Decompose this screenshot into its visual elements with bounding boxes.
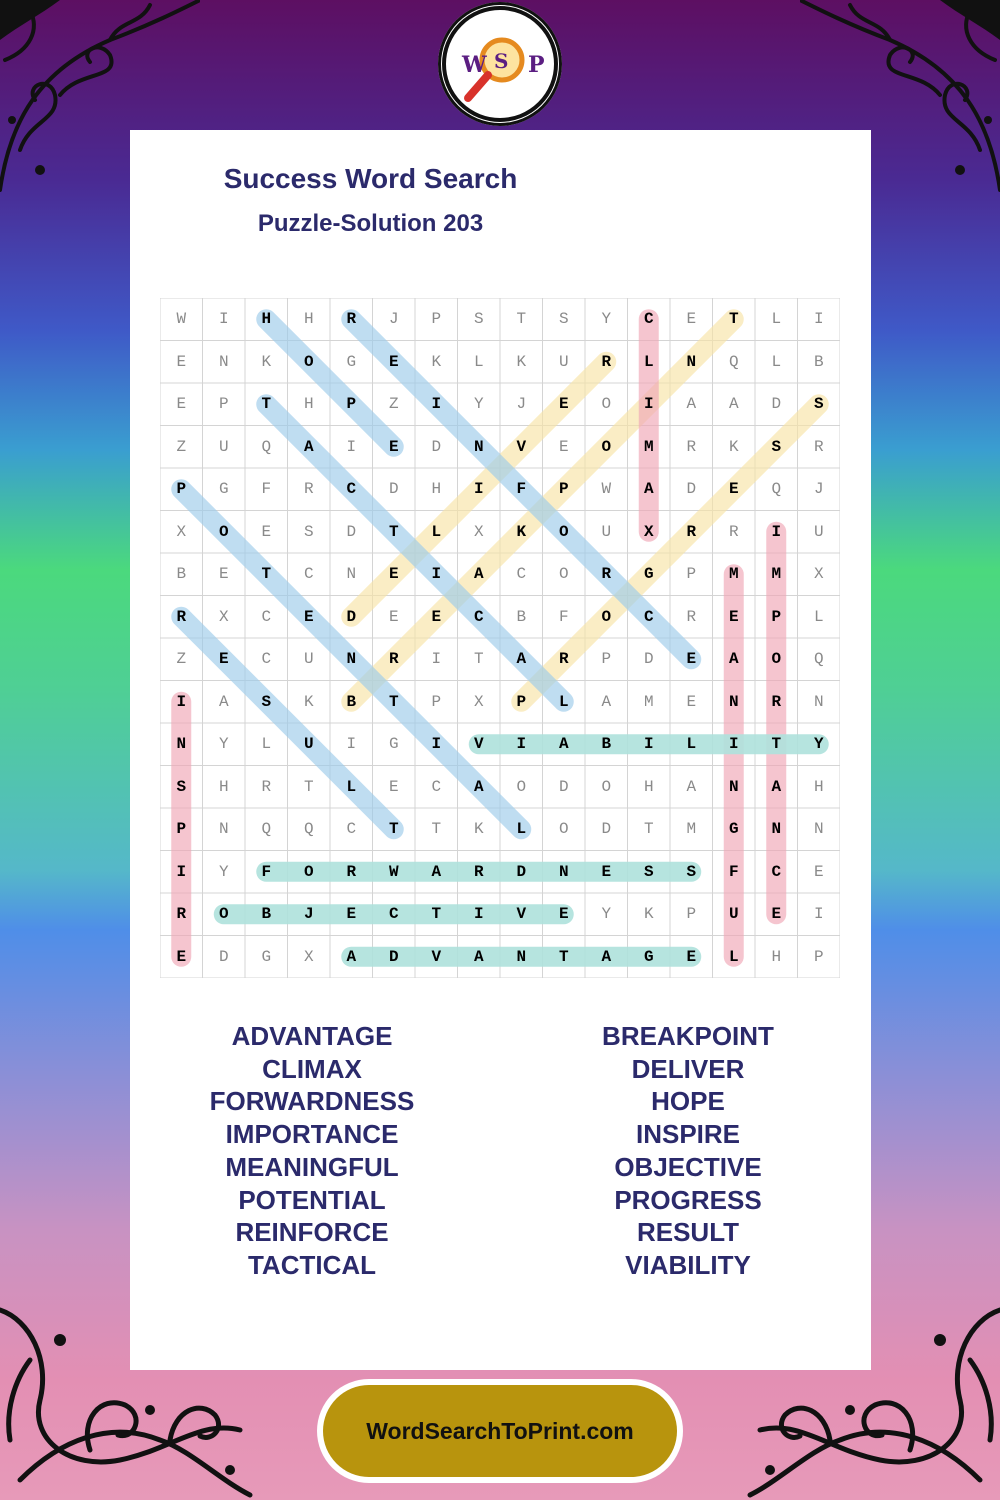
grid-cell: Q bbox=[813, 650, 824, 669]
grid-cell: Q bbox=[303, 820, 314, 839]
grid-cell: R bbox=[388, 650, 399, 669]
grid-cell: R bbox=[686, 522, 697, 541]
grid-cell: D bbox=[346, 522, 357, 541]
grid-cell: O bbox=[601, 777, 612, 796]
grid-cell: S bbox=[558, 310, 569, 329]
word-grid bbox=[160, 298, 840, 978]
grid-cell: H bbox=[303, 310, 314, 329]
grid-cell: C bbox=[516, 565, 527, 584]
grid-cell: X bbox=[473, 522, 484, 541]
grid-cell: T bbox=[431, 905, 442, 924]
grid-cell: I bbox=[813, 905, 824, 924]
grid-cell: E bbox=[771, 905, 782, 924]
grid-cell: J bbox=[516, 395, 527, 414]
grid-cell: G bbox=[346, 352, 357, 371]
grid-cell: A bbox=[771, 777, 782, 796]
grid-cell: I bbox=[176, 692, 187, 711]
grid-cell: V bbox=[473, 735, 484, 754]
grid-cell: R bbox=[473, 862, 484, 881]
grid-cell: C bbox=[771, 862, 782, 881]
grid-cell: N bbox=[771, 820, 782, 839]
grid-cell: E bbox=[176, 947, 187, 966]
grid-cell: A bbox=[728, 395, 739, 414]
word-list-item: BREAKPOINT bbox=[602, 1021, 774, 1051]
grid-cell: C bbox=[303, 565, 314, 584]
grid-cell: G bbox=[218, 480, 229, 499]
grid-cell: N bbox=[346, 650, 357, 669]
grid-cell: O bbox=[558, 565, 569, 584]
grid-cell: X bbox=[473, 692, 484, 711]
grid-cell: T bbox=[303, 777, 314, 796]
grid-cell: X bbox=[303, 947, 314, 966]
grid-cell: I bbox=[473, 905, 484, 924]
grid-cell: O bbox=[218, 522, 229, 541]
grid-cell: R bbox=[346, 862, 357, 881]
grid-cell: U bbox=[303, 650, 314, 669]
grid-cell: P bbox=[176, 480, 187, 499]
grid-cell: E bbox=[601, 862, 612, 881]
grid-cell: Z bbox=[388, 395, 399, 414]
grid-cell: L bbox=[516, 820, 527, 839]
grid-cell: T bbox=[516, 310, 527, 329]
grid-cell: E bbox=[388, 352, 399, 371]
grid-cell: E bbox=[388, 777, 399, 796]
grid-cell: G bbox=[728, 820, 739, 839]
grid-cell: X bbox=[643, 522, 654, 541]
grid-cell: L bbox=[473, 352, 484, 371]
grid-cell: E bbox=[346, 905, 357, 924]
grid-cell: R bbox=[601, 565, 612, 584]
grid-cell: A bbox=[601, 947, 612, 966]
grid-cell: F bbox=[261, 480, 272, 499]
grid-cell: T bbox=[261, 565, 272, 584]
grid-cell: Q bbox=[261, 820, 272, 839]
grid-cell: E bbox=[686, 947, 697, 966]
grid-cell: O bbox=[218, 905, 229, 924]
grid-cell: B bbox=[176, 565, 187, 584]
grid-cell: C bbox=[261, 650, 272, 669]
grid-cell: C bbox=[346, 480, 357, 499]
grid-cell: P bbox=[516, 692, 527, 711]
grid-cell: S bbox=[643, 862, 654, 881]
word-list-item: MEANINGFUL bbox=[225, 1151, 399, 1182]
grid-cell: A bbox=[473, 947, 484, 966]
grid-cell: E bbox=[728, 480, 739, 499]
grid-cell: G bbox=[643, 565, 654, 584]
grid-cell: M bbox=[771, 565, 782, 584]
grid-cell: E bbox=[686, 650, 697, 669]
grid-cell: P bbox=[771, 607, 782, 626]
grid-cell: C bbox=[346, 820, 357, 839]
grid-cell: C bbox=[431, 777, 442, 796]
grid-cell: N bbox=[473, 437, 484, 456]
grid-cell: G bbox=[388, 735, 399, 754]
grid-cell: P bbox=[558, 480, 569, 499]
grid-cell: L bbox=[771, 352, 782, 371]
grid-cell: N bbox=[813, 692, 824, 711]
grid-cell: T bbox=[388, 692, 399, 711]
grid-cell: E bbox=[261, 522, 272, 541]
grid-cell: N bbox=[728, 692, 739, 711]
grid-cell: N bbox=[218, 352, 229, 371]
grid-cell: F bbox=[558, 607, 569, 626]
grid-cell: E bbox=[813, 862, 824, 881]
grid-cell: D bbox=[388, 480, 399, 499]
grid-cell: N bbox=[218, 820, 229, 839]
grid-cell: L bbox=[643, 352, 654, 371]
grid-cell: U bbox=[728, 905, 739, 924]
grid-cell: S bbox=[813, 395, 824, 414]
grid-cell: L bbox=[813, 607, 824, 626]
grid-cell: R bbox=[261, 777, 272, 796]
grid-cell: R bbox=[601, 352, 612, 371]
word-list-item: DELIVER bbox=[631, 1053, 745, 1084]
grid-cell: H bbox=[813, 777, 824, 796]
grid-cell: L bbox=[261, 735, 272, 754]
grid-cell: A bbox=[686, 777, 697, 796]
grid-cell: R bbox=[771, 692, 782, 711]
grid-cell: I bbox=[643, 735, 654, 754]
grid-cell: K bbox=[431, 352, 442, 371]
grid-cell: S bbox=[176, 777, 187, 796]
logo-letter-s: S bbox=[494, 49, 509, 73]
grid-cell: D bbox=[601, 820, 612, 839]
grid-cell: E bbox=[431, 607, 442, 626]
grid-cell: V bbox=[431, 947, 442, 966]
grid-cell: I bbox=[728, 735, 739, 754]
grid-cell: I bbox=[473, 480, 484, 499]
grid-cell: P bbox=[218, 395, 229, 414]
grid-cell: P bbox=[601, 650, 612, 669]
grid-cell: K bbox=[643, 905, 654, 924]
word-list-item: REINFORCE bbox=[235, 1217, 389, 1248]
grid-cell: Y bbox=[601, 310, 612, 329]
logo-letter-p: P bbox=[528, 52, 545, 78]
grid-cell: R bbox=[813, 437, 824, 456]
grid-cell: I bbox=[813, 310, 824, 329]
grid-cell: T bbox=[431, 820, 442, 839]
word-list-item: IMPORTANCE bbox=[225, 1119, 399, 1150]
grid-cell: R bbox=[728, 522, 739, 541]
grid-cell: M bbox=[643, 437, 654, 456]
grid-cell: D bbox=[771, 395, 782, 414]
grid-cell: H bbox=[261, 310, 272, 329]
grid-cell: B bbox=[346, 692, 357, 711]
grid-cell: S bbox=[686, 862, 697, 881]
grid-cell: A bbox=[473, 565, 484, 584]
grid-cell: A bbox=[643, 480, 654, 499]
grid-cell: W bbox=[601, 480, 612, 499]
grid-cell: Y bbox=[813, 735, 824, 754]
grid-cell: I bbox=[431, 395, 442, 414]
grid-cell: D bbox=[388, 947, 399, 966]
grid-cell: N bbox=[813, 820, 824, 839]
grid-cell: K bbox=[261, 352, 272, 371]
grid-cell: P bbox=[346, 395, 357, 414]
grid-cell: H bbox=[303, 395, 314, 414]
grid-cell: A bbox=[686, 395, 697, 414]
grid-cell: S bbox=[261, 692, 272, 711]
grid-cell: B bbox=[813, 352, 824, 371]
page-title: Success Word Search bbox=[223, 163, 518, 194]
word-list-item: TACTICAL bbox=[247, 1249, 377, 1280]
grid-cell: X bbox=[218, 607, 229, 626]
word-list-item: CLIMAX bbox=[262, 1053, 362, 1084]
grid-cell: K bbox=[728, 437, 739, 456]
grid-cell: O bbox=[303, 862, 314, 881]
grid-cell: L bbox=[728, 947, 739, 966]
grid-cell: D bbox=[346, 607, 357, 626]
grid-cell: C bbox=[643, 607, 654, 626]
grid-cell: X bbox=[176, 522, 187, 541]
grid-cell: T bbox=[388, 820, 399, 839]
grid-cell: M bbox=[686, 820, 697, 839]
grid-cell: O bbox=[558, 820, 569, 839]
grid-cell: N bbox=[686, 352, 697, 371]
grid-cell: M bbox=[643, 692, 654, 711]
grid-cell: S bbox=[303, 522, 314, 541]
grid-cell: I bbox=[346, 735, 357, 754]
grid-cell: R bbox=[686, 437, 697, 456]
grid-cell: E bbox=[728, 607, 739, 626]
word-list-left bbox=[162, 1020, 462, 1282]
grid-cell: R bbox=[686, 607, 697, 626]
grid-cell: A bbox=[516, 650, 527, 669]
word-list-item: POTENTIAL bbox=[238, 1184, 386, 1215]
grid-cell: X bbox=[813, 565, 824, 584]
grid-cell: P bbox=[813, 947, 824, 966]
grid-cell: M bbox=[728, 565, 739, 584]
grid-cell: T bbox=[473, 650, 484, 669]
grid-cell: I bbox=[218, 310, 229, 329]
grid-cell: E bbox=[686, 692, 697, 711]
grid-cell: O bbox=[601, 395, 612, 414]
grid-cell: U bbox=[601, 522, 612, 541]
grid-cell: S bbox=[771, 437, 782, 456]
word-list-item: HOPE bbox=[651, 1086, 725, 1117]
grid-cell: D bbox=[516, 862, 527, 881]
grid-cell: T bbox=[388, 522, 399, 541]
site-link-button[interactable]: WordSearchToPrint.com bbox=[323, 1385, 677, 1477]
grid-cell: D bbox=[643, 650, 654, 669]
grid-cell: I bbox=[176, 862, 187, 881]
grid-cell: A bbox=[601, 692, 612, 711]
letter-grid bbox=[160, 298, 840, 978]
grid-cell: N bbox=[516, 947, 527, 966]
grid-cell: W bbox=[176, 310, 187, 329]
grid-cell: P bbox=[686, 905, 697, 924]
grid-cell: K bbox=[303, 692, 314, 711]
grid-cell: K bbox=[516, 522, 527, 541]
grid-cell: T bbox=[771, 735, 782, 754]
grid-cell: N bbox=[728, 777, 739, 796]
grid-cell: E bbox=[218, 650, 229, 669]
grid-cell: Q bbox=[728, 352, 739, 371]
grid-cell: O bbox=[303, 352, 314, 371]
word-list-item: ADVANTAGE bbox=[231, 1021, 393, 1051]
grid-cell: T bbox=[643, 820, 654, 839]
grid-cell: E bbox=[388, 437, 399, 456]
grid-cell: I bbox=[516, 735, 527, 754]
grid-cell: G bbox=[261, 947, 272, 966]
grid-cell: L bbox=[686, 735, 697, 754]
grid-cell: I bbox=[643, 395, 654, 414]
grid-cell: Z bbox=[176, 650, 187, 669]
grid-cell: O bbox=[771, 650, 782, 669]
grid-cell: W bbox=[388, 862, 399, 881]
word-list-right bbox=[538, 1020, 838, 1282]
grid-cell: F bbox=[516, 480, 527, 499]
grid-cell: J bbox=[303, 905, 314, 924]
grid-cell: H bbox=[431, 480, 442, 499]
grid-cell: D bbox=[218, 947, 229, 966]
grid-cell: S bbox=[473, 310, 484, 329]
grid-cell: Q bbox=[261, 437, 272, 456]
grid-cell: E bbox=[303, 607, 314, 626]
grid-cell: J bbox=[388, 310, 399, 329]
grid-cell: K bbox=[473, 820, 484, 839]
grid-cell: T bbox=[261, 395, 272, 414]
grid-cell: R bbox=[346, 310, 357, 329]
grid-cell: A bbox=[431, 862, 442, 881]
grid-cell: R bbox=[176, 905, 187, 924]
grid-cell: T bbox=[558, 947, 569, 966]
grid-cell: B bbox=[516, 607, 527, 626]
grid-cell: D bbox=[558, 777, 569, 796]
grid-cell: F bbox=[728, 862, 739, 881]
grid-cell: B bbox=[601, 735, 612, 754]
grid-cell: R bbox=[176, 607, 187, 626]
magnifier-icon bbox=[438, 2, 562, 126]
grid-cell: B bbox=[261, 905, 272, 924]
grid-cell: I bbox=[771, 522, 782, 541]
grid-cell: A bbox=[473, 777, 484, 796]
grid-cell: C bbox=[643, 310, 654, 329]
grid-cell: I bbox=[346, 437, 357, 456]
grid-cell: F bbox=[261, 862, 272, 881]
word-list-item: RESULT bbox=[636, 1217, 740, 1248]
grid-cell: H bbox=[771, 947, 782, 966]
grid-cell: E bbox=[218, 565, 229, 584]
grid-cell: P bbox=[431, 310, 442, 329]
grid-cell: E bbox=[558, 395, 569, 414]
grid-cell: Q bbox=[771, 480, 782, 499]
grid-cell: C bbox=[388, 905, 399, 924]
word-list-item: FORWARDNESS bbox=[209, 1086, 415, 1117]
grid-cell: E bbox=[686, 310, 697, 329]
grid-cell: V bbox=[516, 905, 527, 924]
grid-cell: P bbox=[431, 692, 442, 711]
grid-cell: L bbox=[346, 777, 357, 796]
grid-cell: Y bbox=[218, 862, 229, 881]
grid-cell: A bbox=[303, 437, 314, 456]
word-list-item: VIABILITY bbox=[625, 1249, 751, 1280]
grid-cell: E bbox=[558, 905, 569, 924]
grid-cell: P bbox=[176, 820, 187, 839]
grid-cell: E bbox=[176, 352, 187, 371]
grid-cell: A bbox=[558, 735, 569, 754]
grid-cell: E bbox=[558, 437, 569, 456]
grid-cell: U bbox=[218, 437, 229, 456]
word-list-item: OBJECTIVE bbox=[614, 1151, 762, 1182]
grid-cell: A bbox=[218, 692, 229, 711]
grid-cell: U bbox=[303, 735, 314, 754]
grid-cell: Y bbox=[218, 735, 229, 754]
grid-cell: U bbox=[558, 352, 569, 371]
grid-cell: Z bbox=[176, 437, 187, 456]
grid-cell: E bbox=[176, 395, 187, 414]
wsp-logo[interactable] bbox=[438, 2, 562, 126]
grid-cell: J bbox=[813, 480, 824, 499]
word-list-item: INSPIRE bbox=[635, 1119, 741, 1150]
grid-cell: D bbox=[686, 480, 697, 499]
grid-cell: G bbox=[643, 947, 654, 966]
grid-cell: O bbox=[601, 607, 612, 626]
grid-cell: E bbox=[388, 565, 399, 584]
grid-cell: I bbox=[431, 650, 442, 669]
grid-cell: D bbox=[431, 437, 442, 456]
grid-cell: Y bbox=[601, 905, 612, 924]
grid-cell: P bbox=[686, 565, 697, 584]
grid-cell: I bbox=[431, 565, 442, 584]
grid-cell: R bbox=[558, 650, 569, 669]
grid-cell: V bbox=[516, 437, 527, 456]
grid-cell: R bbox=[303, 480, 314, 499]
grid-cell: L bbox=[558, 692, 569, 711]
grid-cell: U bbox=[813, 522, 824, 541]
grid-cell: C bbox=[473, 607, 484, 626]
page-subtitle: Puzzle-Solution 203 bbox=[257, 210, 484, 237]
grid-cell: C bbox=[261, 607, 272, 626]
grid-cell: Y bbox=[473, 395, 484, 414]
logo-letter-w: W bbox=[462, 52, 487, 78]
grid-cell: O bbox=[516, 777, 527, 796]
grid-cell: T bbox=[728, 310, 739, 329]
grid-cell: H bbox=[643, 777, 654, 796]
grid-cell: O bbox=[601, 437, 612, 456]
grid-cell: H bbox=[218, 777, 229, 796]
grid-cell: N bbox=[346, 565, 357, 584]
grid-cell: N bbox=[176, 735, 187, 754]
grid-cell: E bbox=[388, 607, 399, 626]
word-list-item: PROGRESS bbox=[614, 1184, 762, 1215]
grid-cell: A bbox=[728, 650, 739, 669]
grid-cell: I bbox=[431, 735, 442, 754]
grid-cell: L bbox=[431, 522, 442, 541]
grid-cell: O bbox=[558, 522, 569, 541]
grid-cell: N bbox=[558, 862, 569, 881]
grid-cell: L bbox=[771, 310, 782, 329]
grid-cell: K bbox=[516, 352, 527, 371]
grid-cell: A bbox=[346, 947, 357, 966]
